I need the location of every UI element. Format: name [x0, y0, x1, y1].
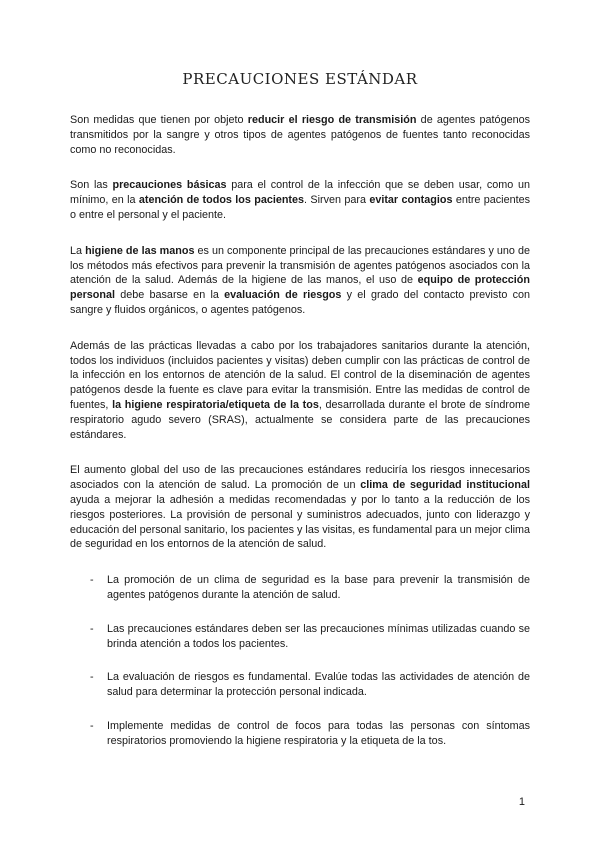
dash-bullet: - [90, 719, 94, 732]
paragraph-safety-climate: El aumento global del uso de las precauciones estándares reduciría los riesgos innecesarios asociados con la atención de salud. La promoción de un clima de seguridad institucional ayuda a mejorar la adhesión a medidas recomendadas y por lo tanto a la reducción de los riesgos posteriores. La provisión de personal y suministros adecuados, junto con liderazgo y educación del personal sanitario, los pacientes y las visitas, es fundamental para un mejor clima de seguridad en los entornos de la atención de salud. [70, 464, 530, 551]
page-number: 1 [518, 796, 525, 808]
paragraph-definition: Son medidas que tienen por objeto reducir el riesgo de transmisión de agentes patógenos transmitidos por la sangre y otros tipos de agentes patógenos de fuentes tanto reconocidas como no reconocidas. [70, 114, 530, 156]
list-item: - Implemente medidas de control de focos para todas las personas con síntomas respiratorios promoviendo la higiene respiratoria y la etiqueta de la tos. [90, 719, 530, 747]
dash-bullet: - [90, 671, 94, 684]
list-item: - La promoción de un clima de seguridad es la base para prevenir la transmisión de agentes patógenos durante la atención de salud. [90, 574, 530, 601]
dash-bullet: - [90, 622, 94, 635]
list-item: - Las precauciones estándares deben ser las precauciones mínimas utilizadas cuando se brinda atención a todos los pacientes. [90, 622, 530, 650]
document-body [70, 113, 530, 768]
dash-bullet: - [90, 574, 94, 587]
paragraph-basic-precautions: Son las precauciones básicas para el control de la infección que se deben usar, como un mínimo, en la atención de todos los pacientes. Sirven para evitar contagios entre pacientes o entre el personal y el paciente. [70, 179, 531, 221]
page-title: PRECAUCIONES ESTÁNDAR [182, 70, 418, 88]
paragraph-source-control: Además de las prácticas llevadas a cabo por los trabajadores sanitarios durante la atención, todos los individuos (incluidos pacientes y visitas) deben cumplir con las prácticas de control de la infección en los entornos de atención de la salud. El control de la diseminación de agentes patógenos desde la fuente es clave para evitar la transmisión. Entre las medidas de control de fuentes, la higiene respiratoria/etiqueta de la tos, desarrollada durante el brote de síndrome respiratorio agudo severo (SRAS), actualmente se considera parte de las precauciones estándares. [70, 339, 530, 441]
key-points-list [70, 573, 530, 748]
paragraph-hand-hygiene: La higiene de las manos es un componente principal de las precauciones estándares y uno de los métodos más efectivos para prevenir la transmisión de agentes patógenos asociados con la atención de la salud. Además de la higiene de las manos, el uso de equipo de protección personal debe basarse en la evaluación de riesgos y el grado del contacto previsto con sangre y fluidos orgánicos, o agentes patógenos. [70, 244, 531, 316]
list-item: - La evaluación de riesgos es fundamental. Evalúe todas las actividades de atención de salud para determinar la protección personal indicada. [90, 671, 530, 699]
